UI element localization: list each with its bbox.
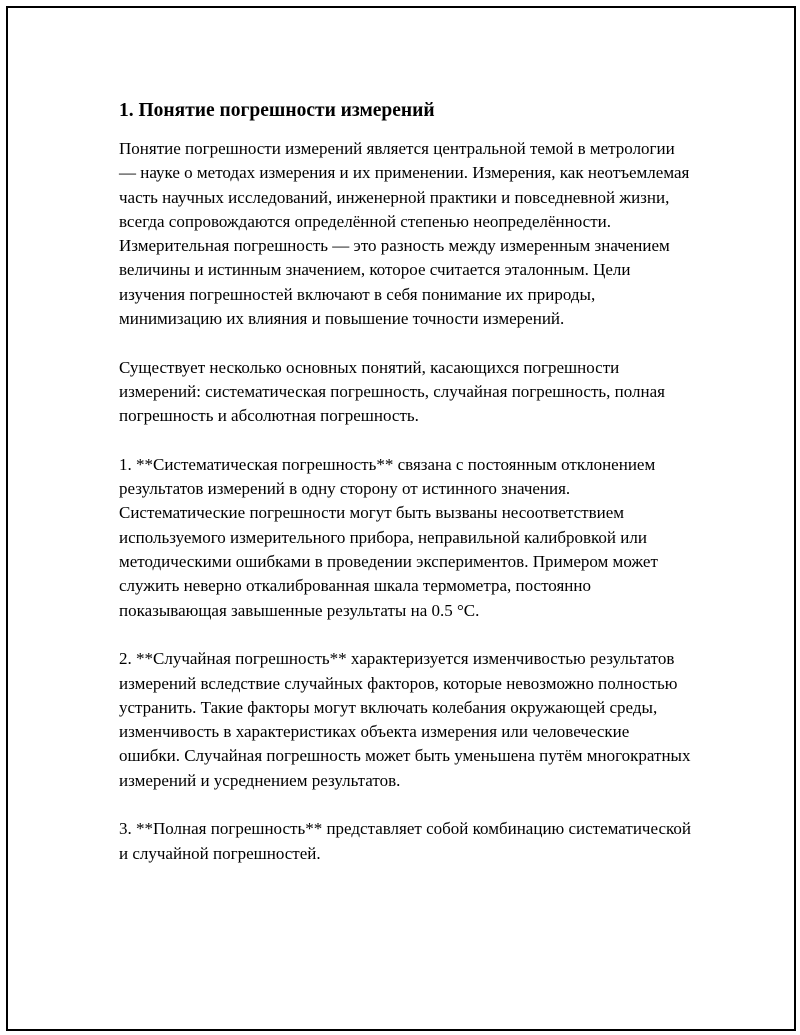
paragraph-total-error: 3. **Полная погрешность** представляет собой комбинацию систематической и случайной погрешностей.: [119, 819, 691, 863]
section-heading: 1. Понятие погрешности измерений: [119, 100, 435, 121]
paragraph-random-error: 2. **Случайная погрешность** характеризуется изменчивостью результатов измерений вследствие случайных факторов, которые невозможно полностью устранить. Такие факторы могут включать колебания окружающей среды, изменчивость в характеристиках объекта измерения или человеческие ошибки. Случайная погрешность может быть уменьшена путём многократных измерений и усреднением результатов.: [119, 649, 691, 790]
paragraph-systematic-error: 1. **Систематическая погрешность** связана с постоянным отклонением результатов измерений в одну сторону от истинного значения. Систематические погрешности могут быть вызваны несоответствием используемого измерительного прибора, неправильной калибровкой или методическими ошибками в проведении экспериментов. Примером может служить неверно откалиброванная шкала термометра, постоянно показывающая завышенные результаты на 0.5 °C.: [119, 454, 658, 620]
page-frame: [6, 6, 796, 1031]
document-body: [119, 98, 694, 866]
paragraph-intro: Понятие погрешности измерений является центральной темой в метрологии — науке о методах измерения и их применении. Измерения, как неотъемлемая часть научных исследований, инженерной практики и повседневной жизни, всегда сопровождаются определённой степенью неопределённости. Измерительная погрешность — это разность между измеренным значением величины и истинным значением, которое считается эталонным. Цели изучения погрешностей включают в себя понимание их природы, минимизацию их влияния и повышение точности измерений.: [119, 139, 690, 329]
paragraph-concepts: Существует несколько основных понятий, касающихся погрешности измерений: систематическая погрешность, случайная погрешность, полная погрешность и абсолютная погрешность.: [119, 357, 665, 426]
